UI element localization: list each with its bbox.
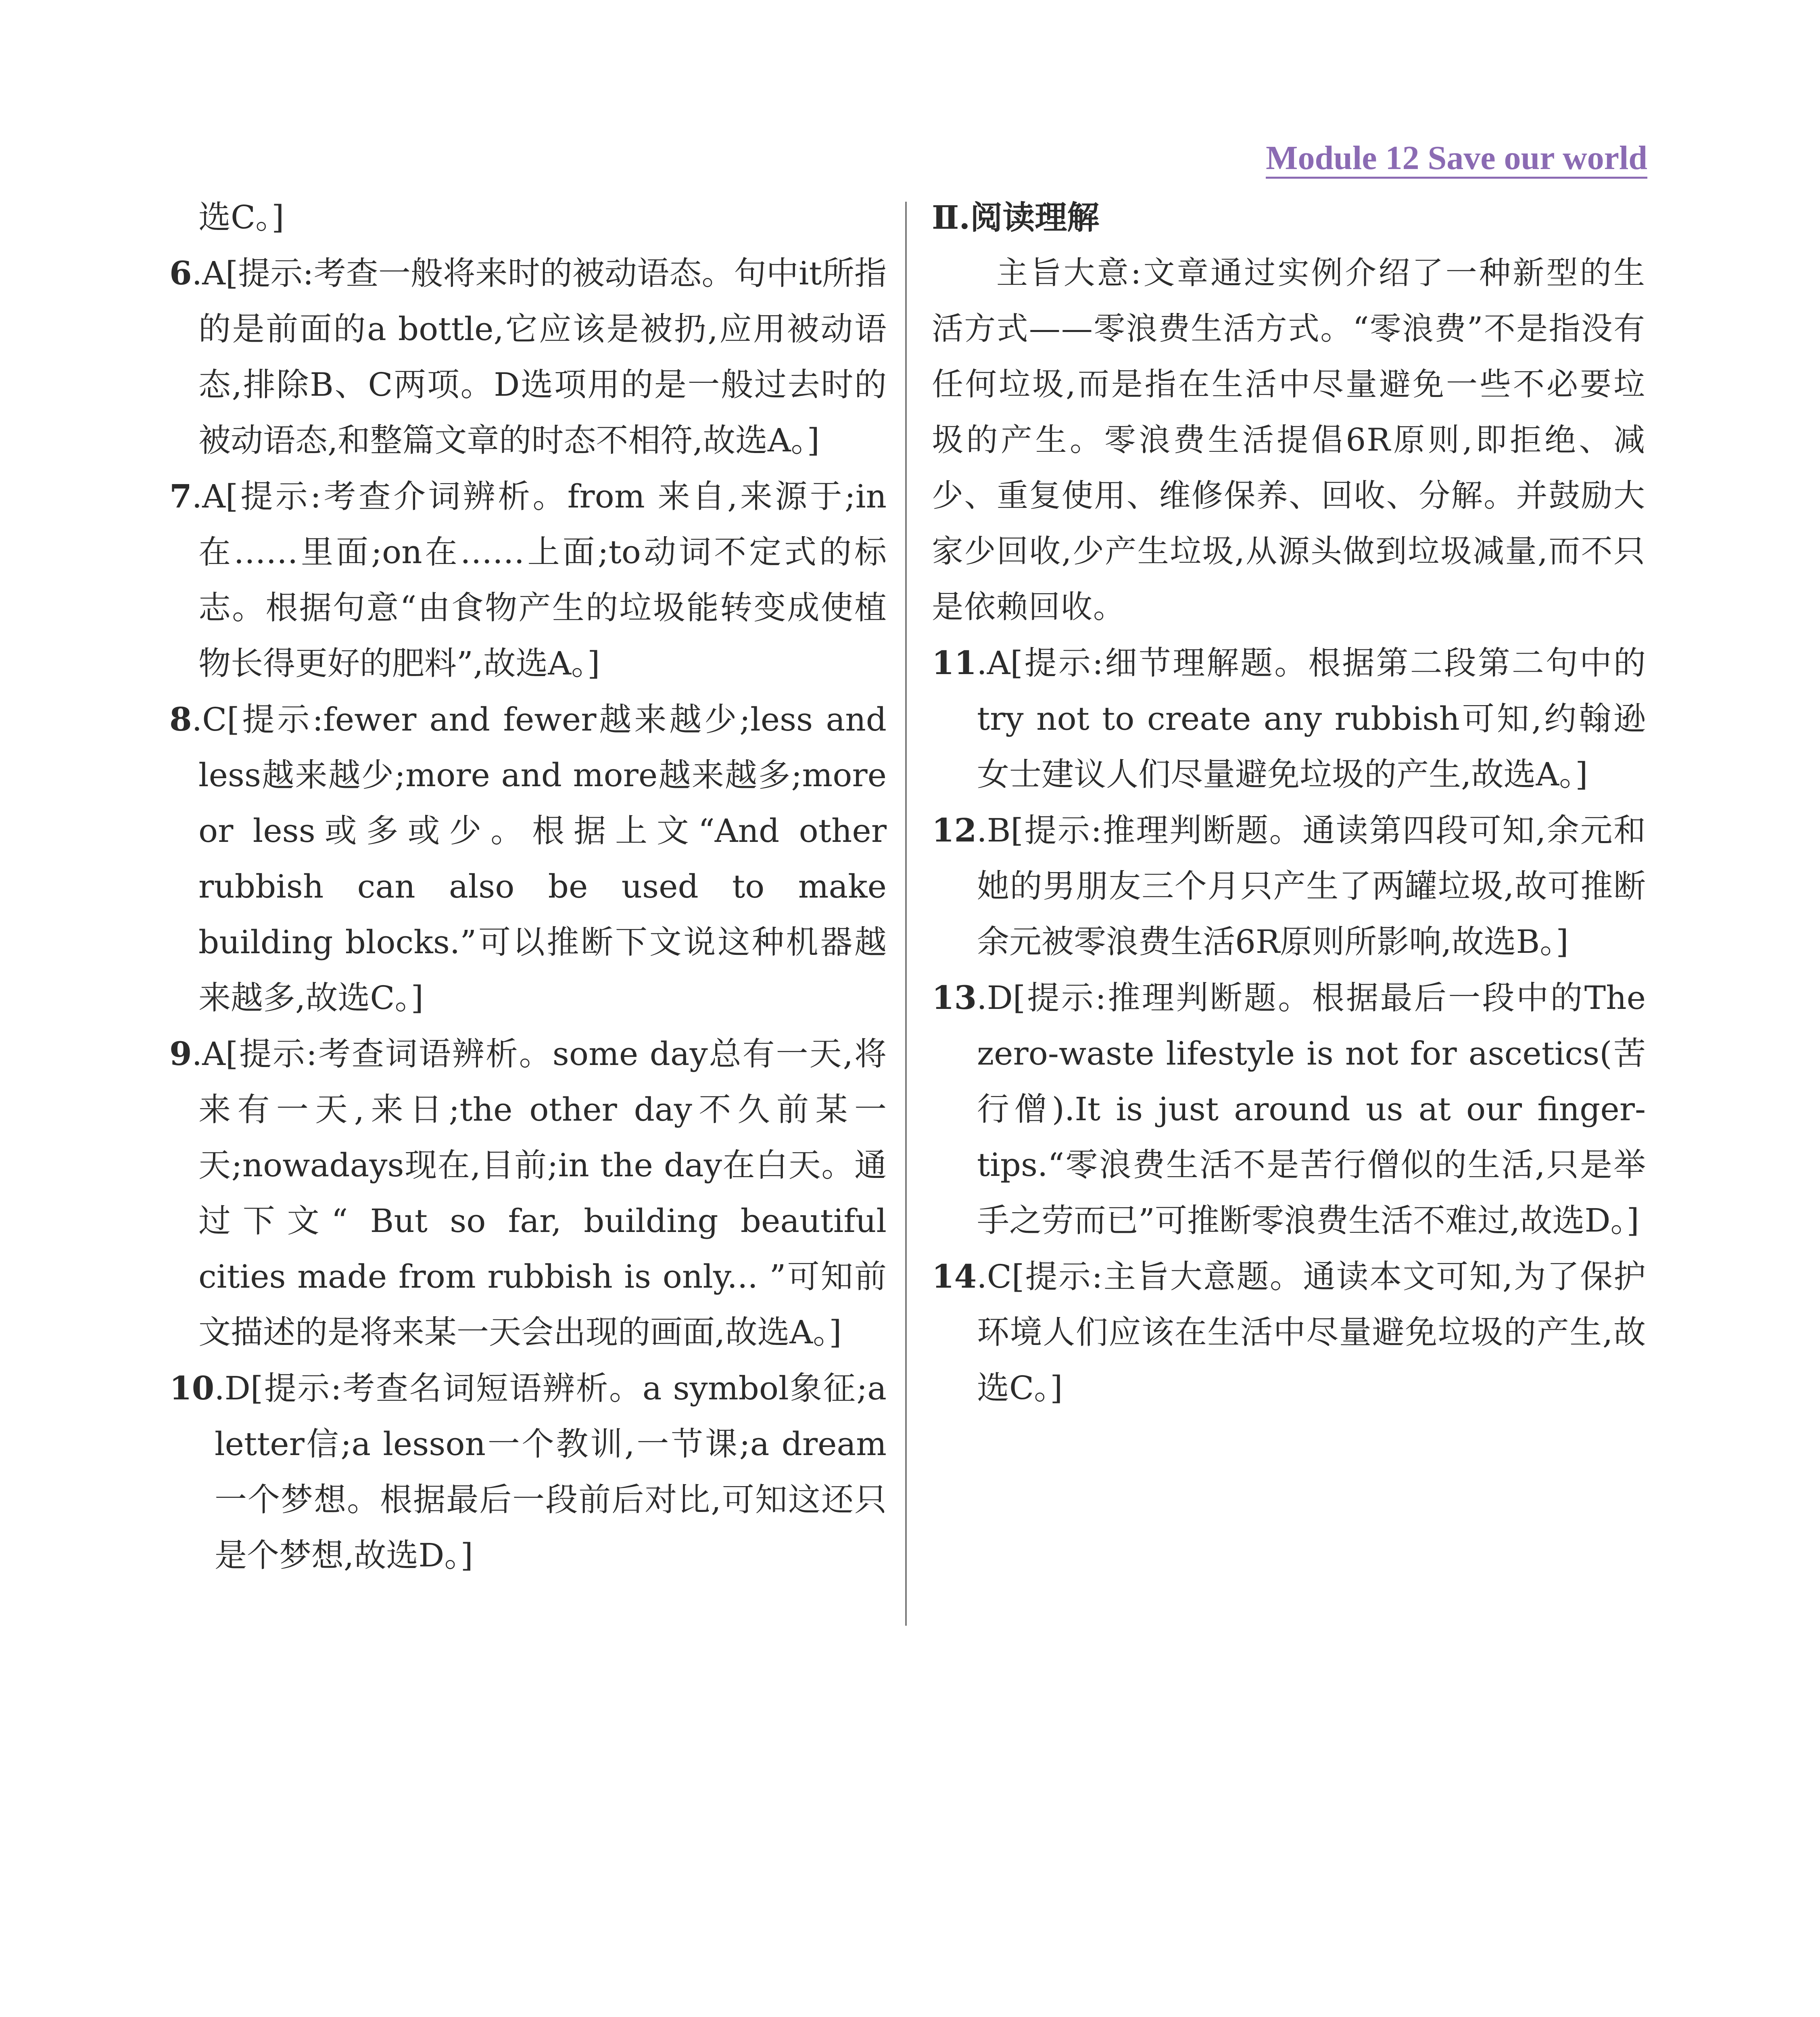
answer-item-12 [932, 802, 1646, 970]
answer-number: 6 [169, 254, 192, 292]
answer-text: .C[提示:fewer and fewer越来越少;less and less越来越少;more and more越来越多;more or less或多或少。根据上文“And other rubbish can also be used to make building blocks.”可以推断下文说这种机器越来越多,故选C。] [192, 701, 887, 1017]
answer-item-11 [932, 635, 1646, 802]
continuation-text: 选C。] [198, 198, 284, 236]
answer-item-9 [169, 1026, 887, 1360]
answer-number: 9 [169, 1035, 192, 1073]
answer-item-14 [932, 1249, 1646, 1416]
right-column [932, 190, 1646, 1416]
answer-text: .A[提示:细节理解题。根据第二段第二句中的try not to create any rubbish可知,约翰逊女士建议人们尽量避免垃圾的产生,故选A。] [977, 644, 1646, 793]
answer-number: 11 [932, 644, 977, 682]
answer-item-10 [169, 1360, 887, 1583]
answer-number: 10 [169, 1369, 215, 1407]
answer-item-13 [932, 970, 1646, 1249]
answer-number: 13 [932, 979, 977, 1017]
answer-text: .A[提示:考查介词辨析。from 来自,来源于;in在……里面;on在……上面;to动词不定式的标志。根据句意“由食物产生的垃圾能转变成使植物长得更好的肥料”,故选A。] [192, 478, 887, 682]
module-title: Module 12 Save our world [1266, 140, 1647, 179]
column-divider [905, 202, 907, 1626]
summary-paragraph: 主旨大意:文章通过实例介绍了一种新型的生活方式——零浪费生活方式。“零浪费”不是指没有任何垃圾,而是指在生活中尽量避免一些不必要垃圾的产生。零浪费生活提倡6R原则,即拒绝、减少、重复使用、维修保养、回收、分解。并鼓励大家少回收,少产生垃圾,从源头做到垃圾减量,而不只是依赖回收。 [932, 255, 1646, 625]
answer-item-8 [169, 691, 887, 1026]
answer-number: 14 [932, 1257, 977, 1295]
answer-number: 7 [169, 477, 192, 515]
answer-text: .A[提示:考查词语辨析。some day总有一天,将来有一天,来日;the other day不久前某一天;nowadays现在,目前;in the day在白天。通过下文“ But so far, building beautiful cities made from rubbish is only... ”可知前文描述的是将来某一天会出现的画面,故选A。] [192, 1035, 887, 1351]
answer-text: .D[提示:推理判断题。根据最后一段中的The zero-waste lifestyle is not for ascetics(苦行僧).It is just around us at our finger-tips.“零浪费生活不是苦行僧似的生活,只是举手之劳而已”可推断零浪费生活不难过,故选D。] [977, 979, 1646, 1239]
answer-text: .A[提示:考查一般将来时的被动语态。句中it所指的是前面的a bottle,它应该是被扔,应用被动语态,排除B、C两项。D选项用的是一般过去时的被动语态,和整篇文章的时态不相符,故选A。] [192, 255, 887, 459]
section-title: Ⅱ.阅读理解 [932, 198, 1100, 236]
answer-text: .D[提示:考查名词短语辨析。a symbol象征;a letter信;a lesson一个教训,一节课;a dream一个梦想。根据最后一段前后对比,可知这还只是个梦想,故选D。] [214, 1370, 887, 1574]
answer-number: 12 [932, 811, 977, 849]
answer-number: 8 [169, 700, 192, 738]
answer-text: .B[提示:推理判断题。通读第四段可知,余元和她的男朋友三个月只产生了两罐垃圾,故可推断余元被零浪费生活6R原则所影响,故选B。] [977, 812, 1646, 960]
answer-item-6 [169, 245, 887, 468]
answer-item-7 [169, 468, 887, 691]
left-column [169, 190, 887, 1583]
answer-text: .C[提示:主旨大意题。通读本文可知,为了保护环境人们应该在生活中尽量避免垃圾的产生,故选C。] [977, 1258, 1646, 1407]
